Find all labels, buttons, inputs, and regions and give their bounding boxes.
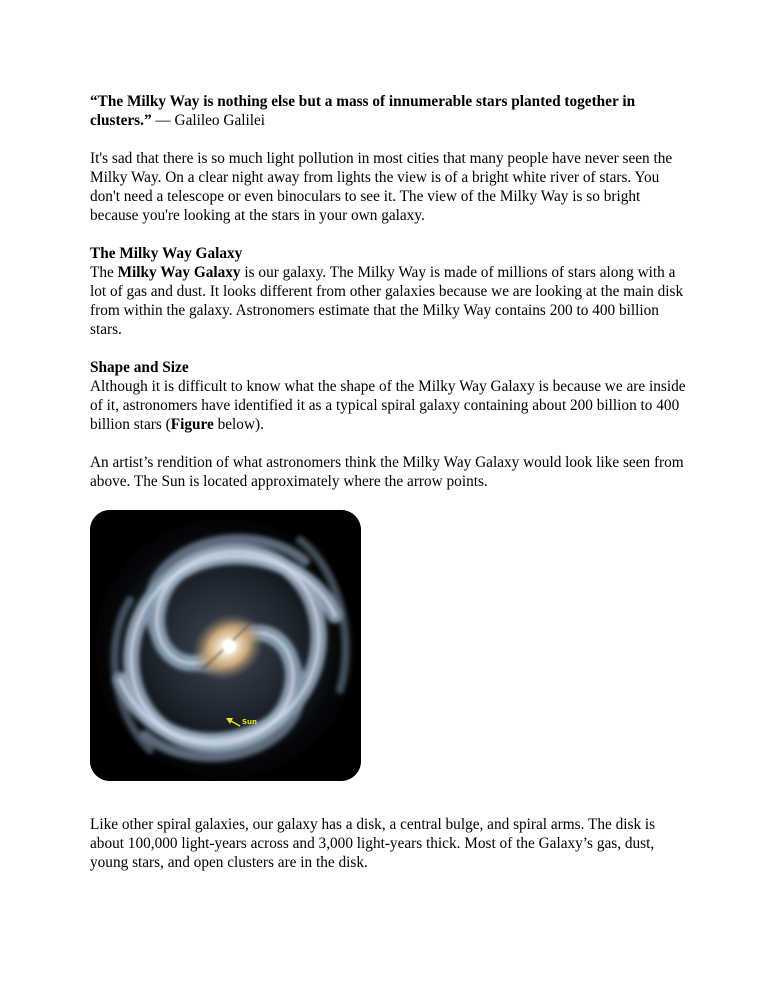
quote-text: “The Milky Way is nothing else but a mass of innumerable stars planted together in clusters.”	[90, 93, 636, 129]
section-text: is our galaxy. The Milky Way is made of millions of stars along with a lot of gas and dust. It looks different from other galaxies because we are looking at the main disk from within the galaxy. Astronomers estimate that the Milky Way contains 200 to 400 billion stars.	[90, 264, 684, 338]
section-heading: The Milky Way Galaxy	[90, 245, 243, 262]
bold-term: Milky Way Galaxy	[117, 264, 241, 281]
galaxy-illustration	[90, 510, 361, 781]
figure-caption: An artist’s rendition of what astronomers think the Milky Way Galaxy would look like seen from above. The Sun is located approximately where the arrow points.	[90, 454, 684, 490]
figure-reference: Figure	[170, 416, 214, 433]
section-milky-way-galaxy	[90, 244, 690, 339]
section-text: Although it is difficult to know what the shape of the Milky Way Galaxy is because we are inside of it, astronomers have identified it as a typical spiral galaxy containing about 200 billion to 400 billion stars (	[90, 378, 686, 433]
section-text: below).	[213, 416, 264, 433]
document-page	[90, 92, 690, 891]
quote-paragraph	[90, 92, 690, 130]
intro-paragraph: It's sad that there is so much light pollution in most cities that many people have never seen the Milky Way. On a clear night away from lights the view is of a bright white river of stars. You don't need a telescope or even binoculars to see it. The view of the Milky Way is so bright because you're looking at the stars in your own galaxy.	[90, 150, 673, 224]
section-heading: Shape and Size	[90, 359, 189, 376]
sun-label: Sun	[242, 718, 258, 726]
quote-attribution: — Galileo Galilei	[151, 112, 266, 129]
section-text: The	[90, 264, 118, 281]
closing-paragraph: Like other spiral galaxies, our galaxy has a disk, a central bulge, and spiral arms. The disk is about 100,000 light-years across and 3,000 light-years thick. Most of the Galaxy’s gas, dust, young stars, and open clusters are in the disk.	[90, 816, 656, 871]
section-shape-and-size	[90, 358, 690, 434]
milky-way-galaxy-image	[90, 510, 361, 781]
